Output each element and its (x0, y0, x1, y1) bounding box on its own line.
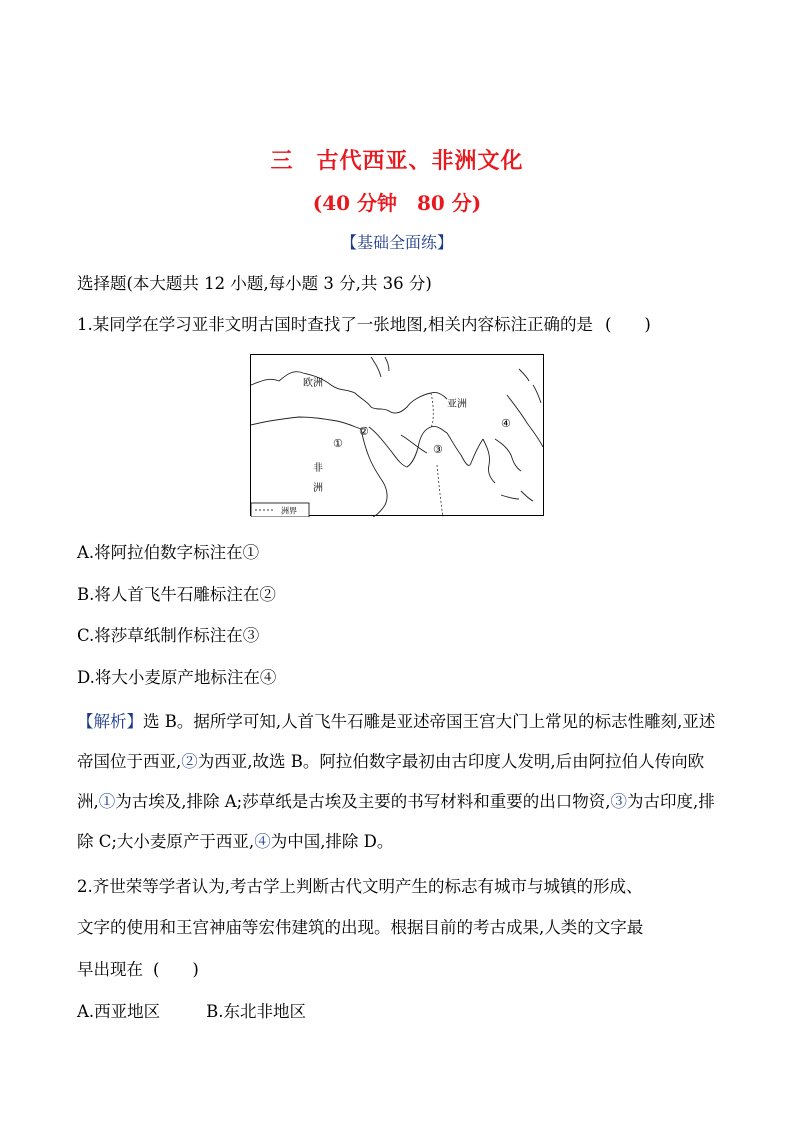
question-1-option-a: A.将阿拉伯数字标注在① (77, 543, 260, 562)
asia-africa-map (250, 354, 544, 516)
analysis-tag: 【解析】 (77, 712, 143, 731)
question-2-option-b: B.东北非地区 (206, 1002, 307, 1021)
map-label-africa-1: 非 (313, 463, 323, 474)
question-1-option-c: C.将莎草纸制作标注在③ (77, 626, 260, 645)
analysis-marker-1: ① (98, 792, 116, 811)
question-1-option-d: D.将大小麦原产地标注在④ (77, 668, 277, 687)
analysis-lead: 选 B。 (143, 712, 194, 731)
time-score-subtitle: (40 分钟 80 分) (312, 191, 482, 215)
analysis-text-3: 为古埃及,排除 A;莎草纸是古埃及主要的书写材料和重要的出口物资, (115, 792, 611, 811)
question-2-line-2: 文字的使用和王宫神庙等宏伟建筑的出现。根据目前的考古成果,人类的文字最 (77, 918, 644, 937)
question-1-text: 1.某同学在学习亚非文明古国时查找了一张地图,相关内容标注正确的是 (77, 315, 593, 334)
analysis-marker-2: ② (181, 752, 198, 771)
instructions: 选择题(本大题共 12 小题,每小题 3 分,共 36 分) (77, 274, 432, 293)
map-label-europe: 欧洲 (303, 378, 323, 389)
question-2-options-row (77, 1000, 306, 1024)
analysis-text-4: 为古印度,排除 C;大小麦原产于西亚, (77, 792, 715, 851)
analysis-text-2: 为西亚,故选 B。阿拉伯数字最初由古印度人发明,后由阿拉伯人传向欧洲, (77, 752, 705, 811)
map-marker-1: ① (333, 437, 343, 450)
map-marker-3: ③ (433, 443, 443, 456)
analysis-text-5: 为中国,排除 D。 (270, 832, 394, 851)
analysis-text-1: 据所学可知,人首飞牛石雕是亚述帝国王宫大门上常见的标志性雕刻,亚述帝国位于西亚, (77, 712, 716, 771)
map-label-africa-2: 洲 (313, 483, 323, 494)
question-2-option-a: A.西亚地区 (77, 1002, 161, 1021)
analysis-marker-3: ③ (610, 792, 627, 811)
question-2-line-3 (77, 958, 199, 982)
question-2-answer-blank: ( ) (153, 960, 199, 979)
analysis-marker-4: ④ (254, 832, 271, 851)
question-2-line-1: 2.齐世荣等学者认为,考古学上判断古代文明产生的标志有城市与城镇的形成、 (77, 877, 643, 896)
map-marker-2: ② (359, 425, 369, 438)
map-label-asia: 亚洲 (447, 399, 467, 410)
question-1-option-b: B.将人首飞牛石雕标注在② (77, 585, 276, 604)
section-tag: 【基础全面练】 (340, 233, 453, 252)
page-title: 三 古代西亚、非洲文化 (270, 148, 524, 174)
question-1-analysis (77, 702, 719, 862)
question-1-answer-blank: ( ) (605, 315, 651, 334)
map-legend (251, 503, 309, 517)
question-2-text-end: 早出现在 (77, 960, 143, 979)
question-1-stem (77, 313, 651, 337)
map-marker-4: ④ (501, 417, 511, 430)
map-legend-label: 洲界 (281, 506, 297, 516)
